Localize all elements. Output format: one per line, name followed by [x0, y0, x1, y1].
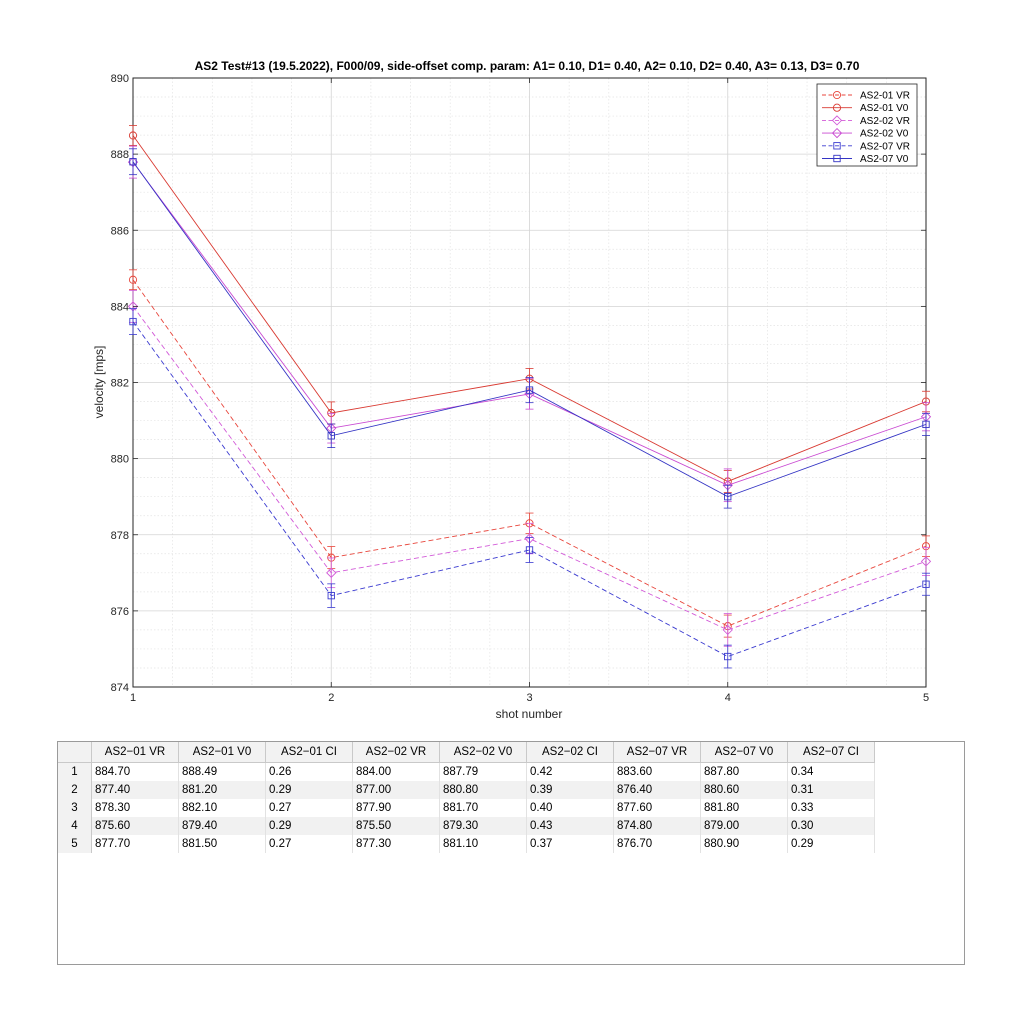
table-cell[interactable]: 881.20: [179, 781, 266, 799]
table-cell[interactable]: 0.31: [788, 781, 875, 799]
data-table: [58, 742, 875, 853]
table-cell[interactable]: 881.70: [440, 799, 527, 817]
legend-entry-label: AS2-02 V0: [860, 128, 909, 140]
table-cell[interactable]: 880.80: [440, 781, 527, 799]
table-cell[interactable]: 879.00: [701, 817, 788, 835]
table-cell[interactable]: 0.29: [266, 817, 353, 835]
x-tick-label: 2: [328, 692, 335, 704]
table-cell[interactable]: 0.37: [527, 835, 614, 853]
x-tick-label: 3: [526, 692, 533, 704]
table-cell[interactable]: 878.30: [92, 799, 179, 817]
column-header[interactable]: AS2−01 V0: [179, 742, 266, 763]
column-header[interactable]: AS2−02 VR: [353, 742, 440, 763]
table-row: [58, 835, 875, 853]
table-cell[interactable]: 877.70: [92, 835, 179, 853]
table-cell[interactable]: 888.49: [179, 763, 266, 782]
column-header[interactable]: AS2−01 VR: [92, 742, 179, 763]
data-table-panel[interactable]: [57, 741, 965, 965]
table-row: [58, 763, 875, 782]
table-cell[interactable]: 883.60: [614, 763, 701, 782]
table-cell[interactable]: 0.42: [527, 763, 614, 782]
y-tick-label: 882: [110, 377, 129, 390]
table-cell[interactable]: 881.80: [701, 799, 788, 817]
table-row: [58, 781, 875, 799]
table-cell[interactable]: 0.43: [527, 817, 614, 835]
y-tick-label: 890: [110, 73, 129, 85]
y-tick-label: 876: [110, 605, 129, 618]
table-cell[interactable]: 880.60: [701, 781, 788, 799]
table-cell[interactable]: 0.29: [788, 835, 875, 853]
table-cell[interactable]: 877.90: [353, 799, 440, 817]
table-cell[interactable]: 884.70: [92, 763, 179, 782]
table-cell[interactable]: 876.70: [614, 835, 701, 853]
table-cell[interactable]: 0.33: [788, 799, 875, 817]
table-corner-cell: [58, 742, 92, 763]
table-cell[interactable]: 0.27: [266, 799, 353, 817]
x-tick-label: 5: [922, 692, 930, 704]
table-cell[interactable]: 876.40: [614, 781, 701, 799]
legend-entry-label: AS2-07 V0: [860, 154, 909, 165]
table-cell[interactable]: 882.10: [179, 799, 266, 817]
table-cell[interactable]: 0.26: [266, 763, 353, 782]
column-header[interactable]: AS2−01 CI: [266, 742, 353, 763]
y-tick-label: 874: [110, 682, 129, 694]
table-row: [58, 817, 875, 835]
x-tick-label: 1: [129, 692, 137, 704]
row-header[interactable]: 4: [58, 817, 92, 835]
table-cell[interactable]: 877.60: [614, 799, 701, 817]
table-cell[interactable]: 880.90: [701, 835, 788, 853]
table-cell[interactable]: 0.27: [266, 835, 353, 853]
row-header[interactable]: 5: [58, 835, 92, 853]
column-header[interactable]: AS2−02 CI: [527, 742, 614, 763]
legend-entry-label: AS2-02 VR: [860, 115, 911, 127]
column-header[interactable]: AS2−07 VR: [614, 742, 701, 763]
table-cell[interactable]: 875.60: [92, 817, 179, 835]
column-header[interactable]: AS2−07 CI: [788, 742, 875, 763]
chart-title: AS2 Test#13 (19.5.2022), F000/09, side-offset comp. param: A1= 0.10, D1= 0.40, A2= 0.10, D2= 0.40, A3= 0.13, D3= 0.70: [194, 59, 860, 73]
row-header[interactable]: 1: [58, 763, 92, 782]
legend-entry-label: AS2-07 VR: [860, 141, 911, 153]
table-cell[interactable]: 874.80: [614, 817, 701, 835]
legend-entry-label: AS2-01 VR: [860, 90, 911, 102]
table-cell[interactable]: 879.40: [179, 817, 266, 835]
y-tick-label: 878: [110, 529, 129, 542]
table-cell[interactable]: 879.30: [440, 817, 527, 835]
table-cell[interactable]: 877.00: [353, 781, 440, 799]
table-cell[interactable]: 0.39: [527, 781, 614, 799]
row-header[interactable]: 3: [58, 799, 92, 817]
table-cell[interactable]: 881.10: [440, 835, 527, 853]
legend-entry-label: AS2-01 V0: [860, 103, 909, 115]
table-cell[interactable]: 884.00: [353, 763, 440, 782]
table-cell[interactable]: 877.30: [353, 835, 440, 853]
y-axis-label: velocity [mps]: [92, 345, 106, 419]
x-axis-label: shot number: [495, 707, 563, 721]
table-cell[interactable]: 881.50: [179, 835, 266, 853]
legend: [817, 84, 917, 166]
table-header-row: [58, 742, 875, 763]
table-cell[interactable]: 875.50: [353, 817, 440, 835]
table-cell[interactable]: 887.80: [701, 763, 788, 782]
table-cell[interactable]: 0.30: [788, 817, 875, 835]
row-header[interactable]: 2: [58, 781, 92, 799]
y-tick-label: 886: [110, 225, 129, 238]
table-cell[interactable]: 0.40: [527, 799, 614, 817]
table-cell[interactable]: 0.34: [788, 763, 875, 782]
table-row: [58, 799, 875, 817]
table-cell[interactable]: 877.40: [92, 781, 179, 799]
table-cell[interactable]: 887.79: [440, 763, 527, 782]
y-tick-label: 884: [110, 301, 129, 314]
column-header[interactable]: AS2−07 V0: [701, 742, 788, 763]
column-header[interactable]: AS2−02 V0: [440, 742, 527, 763]
y-tick-label: 880: [110, 453, 129, 466]
y-tick-label: 888: [110, 149, 129, 162]
tick-layer: [111, 73, 929, 704]
table-cell[interactable]: 0.29: [266, 781, 353, 799]
x-tick-label: 4: [724, 692, 731, 704]
